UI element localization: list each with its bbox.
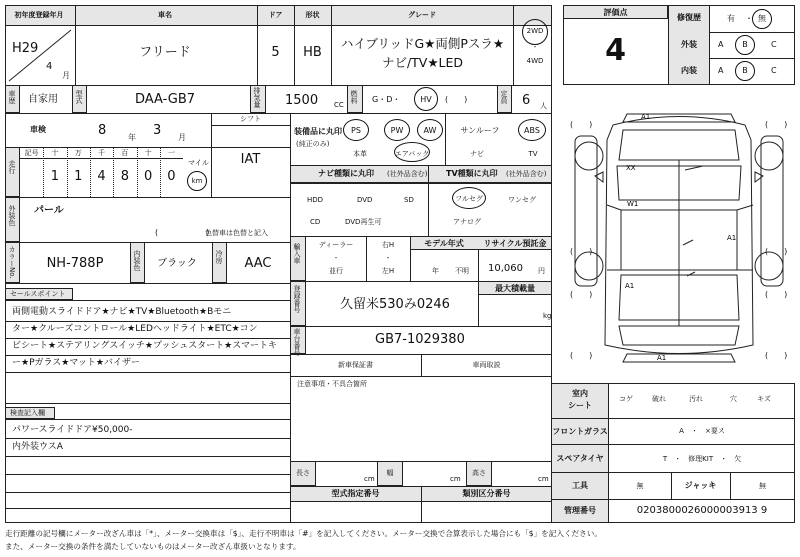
tv-fullseg: フルセグ [455, 195, 483, 203]
drive-sep: ・ [531, 43, 539, 51]
sales-points-label: セールスポイント [10, 290, 66, 298]
repair-history-label: 修復歴 [677, 13, 701, 22]
repair-yes: 有 [727, 14, 735, 23]
category-label: 車歴 [8, 90, 16, 104]
model-year-value: 不明 [455, 267, 469, 275]
repair-sep: ・ [745, 14, 753, 23]
diagram-label: A1 [727, 234, 737, 242]
interior-color: ブラック [157, 258, 197, 269]
diagram-bracket: ( ) [570, 120, 593, 129]
diagram-bracket: ( ) [570, 290, 593, 299]
tv-analog: アナログ [453, 218, 481, 226]
ext-grade-a: A [718, 40, 724, 49]
first-reg-label: 初年度登録年月 [14, 11, 64, 19]
door-label: ドア [268, 11, 283, 19]
diagram-bracket: ( ) [570, 351, 593, 360]
windshield-value: A ・ ×要ス [679, 427, 725, 435]
door-count: 5 [271, 45, 280, 60]
windshield-label: フロントガラス [552, 427, 608, 436]
recycle-amount: 10,060 [488, 263, 523, 274]
shaken-month: 3 [153, 123, 162, 138]
capacity-label: 定員 [500, 90, 508, 104]
mileage-digit: 1 [50, 169, 60, 184]
exterior-color-label: 外装色 [8, 205, 16, 226]
shift-label: シフト [240, 115, 261, 123]
int-grade-b: B [742, 66, 748, 75]
mileage-digit: 4 [97, 169, 106, 184]
equip-abs: ABS [524, 126, 540, 135]
drive-4wd: 4WD [526, 57, 544, 65]
mileage-label: 走行 [8, 160, 16, 174]
equipment-label: 装備品に丸印 [294, 127, 342, 136]
inspector-label: 検査記入欄 [10, 409, 45, 417]
equip-sunroof: サンルーフ [460, 126, 500, 135]
repair-no: 無 [758, 14, 766, 23]
ext-grade-c: C [771, 40, 777, 49]
int-grade-a: A [718, 66, 724, 75]
equip-navi: ナビ [470, 150, 484, 158]
capacity-value: 6 [522, 93, 531, 108]
seat-label-1: 室内 [572, 389, 588, 398]
model-year-label: モデル年式 [424, 239, 464, 248]
footer-note-1: 走行距離の記号欄にメーター改ざん車は「*」、メーター交換車は「$」、走行不明車は「#」を記入してください。メーター交換で合算表示した場合にも「$」を記入ください。 [5, 529, 602, 538]
equip-tv: TV [528, 150, 538, 158]
drive-2wd: 2WD [526, 27, 544, 35]
equip-airbag: エアバック [394, 150, 430, 158]
diagram-label: A1 [657, 354, 667, 362]
tv-type-label: TV種類に丸印 [446, 169, 498, 178]
model-label: 型式 [75, 90, 83, 104]
management-number: 0203800026000003913 9 [636, 505, 768, 516]
score-value: 4 [605, 33, 626, 68]
month-unit: 月 [62, 71, 70, 80]
displacement-unit: CC [334, 101, 344, 109]
registration-number: 久留米530み0246 [340, 297, 450, 312]
exterior-grade-label: 外装 [681, 40, 697, 49]
new-car-warranty: 新車保証書 [338, 361, 373, 369]
score-label: 評価点 [603, 8, 628, 17]
handle-dot: ・ [384, 254, 392, 262]
mileage-column-header: 万 [74, 149, 82, 157]
registration-label: 登録番号 [293, 285, 301, 313]
sales-line: ー★Pガラス★マット★バイザー [12, 358, 141, 368]
diagram-bracket: ( ) [765, 290, 788, 299]
chassis-label: 車台番号 [293, 328, 301, 356]
caution-label: 注意事項・不具合箇所 [297, 380, 367, 388]
shaken-month-unit: 月 [178, 133, 186, 142]
diagram-bracket: ( ) [765, 351, 788, 360]
diagram-bracket: ( ) [570, 247, 593, 256]
model-year-unit: 年 [432, 267, 439, 275]
displacement-label: 排気量 [253, 87, 261, 108]
handle-left: 左H [381, 267, 395, 275]
spare-label: スペアタイヤ [556, 454, 604, 463]
model-code: DAA-GB7 [134, 92, 196, 107]
navi-sd: SD [404, 196, 414, 204]
ac-label: 冷房 [215, 250, 223, 264]
mileage-digit: 1 [74, 169, 83, 184]
seat-opt: 破れ [652, 395, 666, 403]
car-name: フリード [139, 45, 191, 60]
import-label: 輸入車 [293, 243, 301, 264]
tv-type-note: (社外品含む) [506, 170, 547, 178]
tools-label: 工具 [572, 481, 588, 490]
sales-line: ター★クルーズコントロール★LEDヘッドライト★ETC★コン [12, 324, 258, 334]
equip-aw: AW [423, 126, 437, 135]
shift-value: IAT [240, 152, 261, 167]
seat-label-2: シート [568, 401, 592, 410]
navi-hdd: HDD [307, 196, 324, 204]
chassis-number: GB7-1029380 [375, 332, 465, 347]
mileage-digit: 0 [167, 169, 176, 184]
sales-line: ビシート★ステアリングスイッチ★プッシュスタート★スマートキ [12, 341, 278, 351]
diagram-bracket: ( ) [765, 120, 788, 129]
diagram-label: W1 [627, 200, 639, 208]
mileage-column-header: 十 [144, 149, 152, 157]
exterior-paren: ( ) [155, 228, 210, 237]
jack-value: 無 [759, 482, 766, 490]
footer-note-2: また、メーター交換の条件を満たしていないものはメーター改ざん車扱いとなります。 [5, 542, 301, 551]
shaken-year: 8 [98, 123, 107, 138]
interior-color-label: 内装色 [133, 250, 141, 271]
import-dot: ・ [332, 254, 340, 262]
diagram-label: A1 [625, 282, 635, 290]
type-designation-label: 型式指定番号 [331, 489, 380, 498]
shaken-year-unit: 年 [128, 133, 136, 142]
first-reg-year: H29 [12, 41, 39, 56]
equip-leather: 本革 [353, 150, 367, 158]
import-parallel: 並行 [329, 267, 343, 275]
equipment-sublabel: (純正のみ) [296, 140, 330, 148]
height-unit: cm [538, 475, 549, 483]
height-label: 高さ [472, 469, 486, 477]
km-label: km [191, 177, 203, 185]
max-load-unit: kg [543, 312, 552, 320]
length-label: 長さ [296, 469, 310, 477]
length-unit: cm [364, 475, 375, 483]
seat-opt: 穴 [730, 395, 737, 403]
car-damage-diagram [563, 100, 795, 380]
mile-label: マイル [188, 159, 209, 167]
grade-label: グレード [408, 11, 436, 19]
equip-ps: PS [351, 126, 361, 135]
management-label: 管理番号 [564, 506, 596, 515]
fuel-options: G・D・ [372, 95, 401, 104]
navi-dvd: DVD [357, 196, 373, 204]
fuel-paren: ( ) [445, 95, 468, 104]
category-value: 自家用 [28, 94, 58, 105]
mileage-column-header: 一 [167, 149, 175, 157]
seat-opt: キズ [757, 395, 771, 403]
class-number-label: 類別区分番号 [462, 489, 511, 498]
first-reg-month: 4 [46, 61, 53, 72]
navi-dvd-play: DVD再生可 [345, 218, 382, 226]
int-grade-c: C [771, 66, 777, 75]
mileage-column-header: 記号 [24, 149, 39, 157]
mileage-column-header: 百 [121, 149, 129, 157]
fuel-selected: HV [420, 95, 432, 104]
ext-grade-b: B [742, 40, 748, 49]
spare-value: T ・ 修理KIT ・ 欠 [662, 455, 742, 463]
import-dealer: ディーラー [318, 241, 354, 249]
diagram-label: A1 [641, 113, 651, 121]
recycle-label: リサイクル預託金 [483, 239, 547, 248]
inspector-line: パワースライドドア¥50,000- [12, 425, 133, 435]
recycle-unit: 円 [538, 267, 545, 275]
ac-value: AAC [244, 256, 272, 271]
shape-label: 形状 [305, 11, 320, 19]
vehicle-manual: 車両取説 [472, 361, 501, 369]
mileage-digit: 8 [120, 169, 129, 184]
exterior-note: 色替車は色替と記入 [205, 229, 268, 237]
handle-right: 右H [381, 241, 395, 249]
seat-opt: 汚れ [689, 395, 703, 403]
mileage-column-header: 十 [51, 149, 59, 157]
inspector-line: 内外装ウスA [12, 442, 63, 452]
grade-text: ハイブリッドG★両側Pスラ★ナビ/TV★LED [340, 36, 505, 70]
car-name-label: 車名 [158, 11, 172, 19]
color-code: NH-788P [46, 256, 104, 271]
jack-label: ジャッキ [684, 481, 717, 490]
exterior-color: パール [34, 205, 64, 216]
mileage-digit: 0 [144, 169, 153, 184]
mileage-column-header: 千 [98, 149, 106, 157]
navi-type-note: (社外品含む) [387, 170, 428, 178]
equip-pw: PW [390, 126, 404, 135]
color-code-label: カラーNo. [8, 246, 16, 279]
max-load-label: 最大積載量 [495, 284, 535, 293]
sales-line: 両側電動スライドドア★ナビ★TV★Bluetooth★Bモニ [12, 307, 232, 317]
width-label: 幅 [386, 469, 394, 477]
width-unit: cm [450, 475, 461, 483]
navi-type-label: ナビ種類に丸印 [318, 169, 374, 178]
tv-oneseg: ワンセグ [508, 196, 536, 204]
navi-cd: CD [310, 218, 321, 226]
shaken-label: 車検 [30, 125, 46, 134]
seat-opt: コゲ [619, 395, 633, 403]
diagram-label: XX [626, 164, 636, 172]
interior-grade-label: 内装 [681, 66, 697, 75]
fuel-label: 燃料 [350, 90, 358, 104]
capacity-unit: 人 [540, 102, 547, 110]
body-shape: HB [303, 45, 322, 60]
displacement-value: 1500 [285, 93, 319, 108]
diagram-bracket: ( ) [765, 247, 788, 256]
tools-value: 無 [636, 482, 644, 490]
